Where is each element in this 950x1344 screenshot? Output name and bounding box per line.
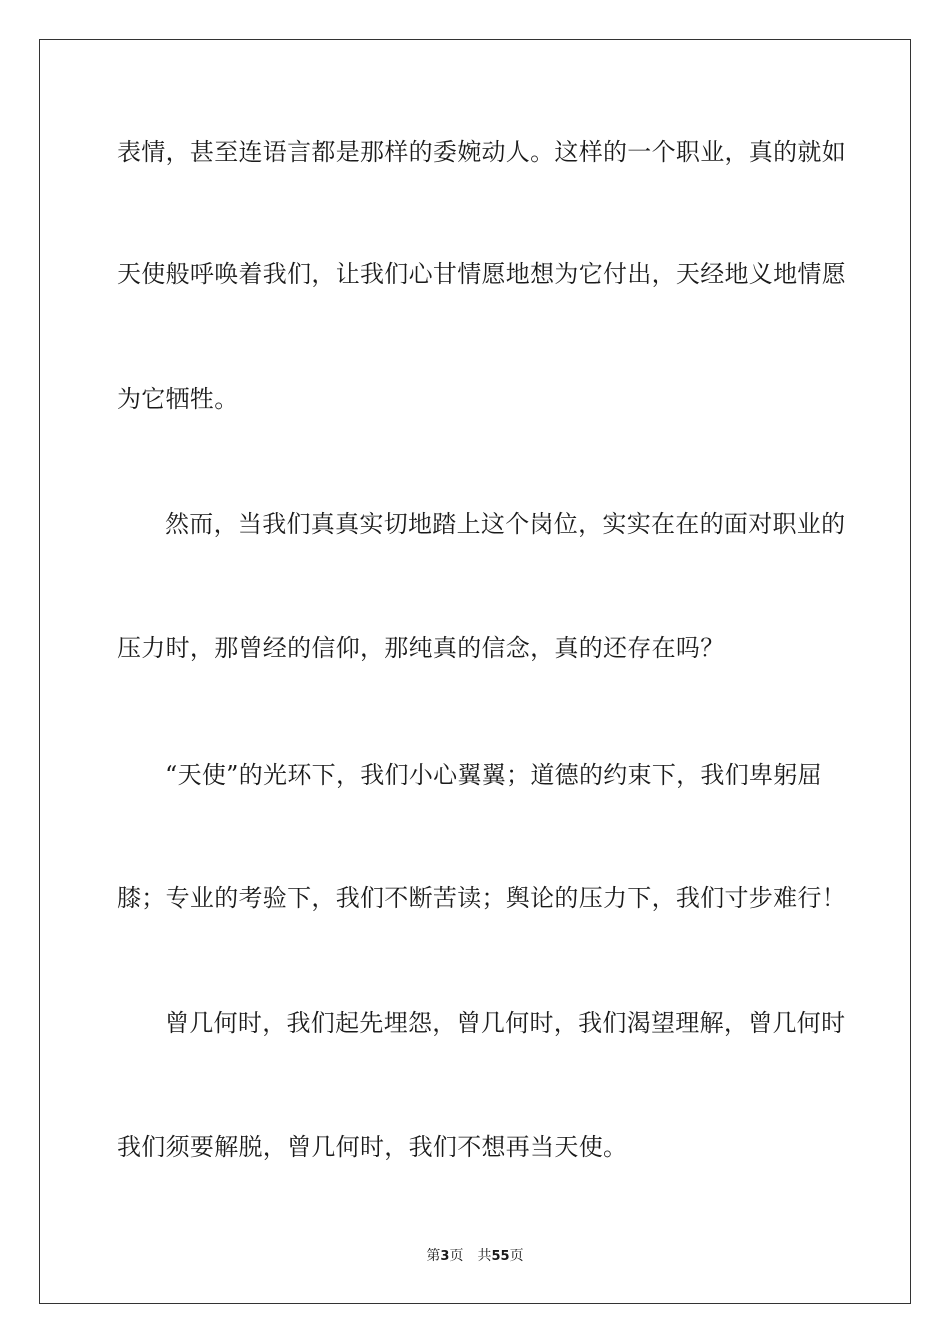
page-suffix: 页 xyxy=(449,1248,464,1264)
paragraph-line-2: 天使般呼唤着我们，让我们心甘情愿地想为它付出，天经地义地情愿 xyxy=(117,260,846,288)
page-border xyxy=(39,39,911,1304)
total-prefix: 共 xyxy=(477,1248,492,1264)
paragraph-line-9: 我们须要解脱，曾几何时，我们不想再当天使。 xyxy=(117,1133,628,1161)
paragraph-line-3: 为它牺牲。 xyxy=(117,385,239,413)
paragraph-line-1: 表情，甚至连语言都是那样的委婉动人。这样的一个职业，真的就如 xyxy=(117,138,846,166)
paragraph-line-6: “天使”的光环下，我们小心翼翼；道德的约束下，我们卑躬屈 xyxy=(165,761,822,789)
paragraph-line-8: 曾几何时，我们起先埋怨，曾几何时，我们渴望理解，曾几何时 xyxy=(165,1009,846,1037)
paragraph-line-5: 压力时，那曾经的信仰，那纯真的信念，真的还存在吗？ xyxy=(117,634,725,662)
page-prefix: 第 xyxy=(426,1248,441,1264)
paragraph-line-7: 膝；专业的考验下，我们不断苦读；舆论的压力下，我们寸步难行！ xyxy=(117,884,846,912)
total-pages: 55 xyxy=(491,1249,510,1264)
page-number: 3 xyxy=(440,1249,450,1264)
total-suffix: 页 xyxy=(509,1248,524,1264)
page-footer xyxy=(0,1247,950,1266)
paragraph-line-4: 然而，当我们真真实切地踏上这个岗位，实实在在的面对职业的 xyxy=(165,510,846,538)
